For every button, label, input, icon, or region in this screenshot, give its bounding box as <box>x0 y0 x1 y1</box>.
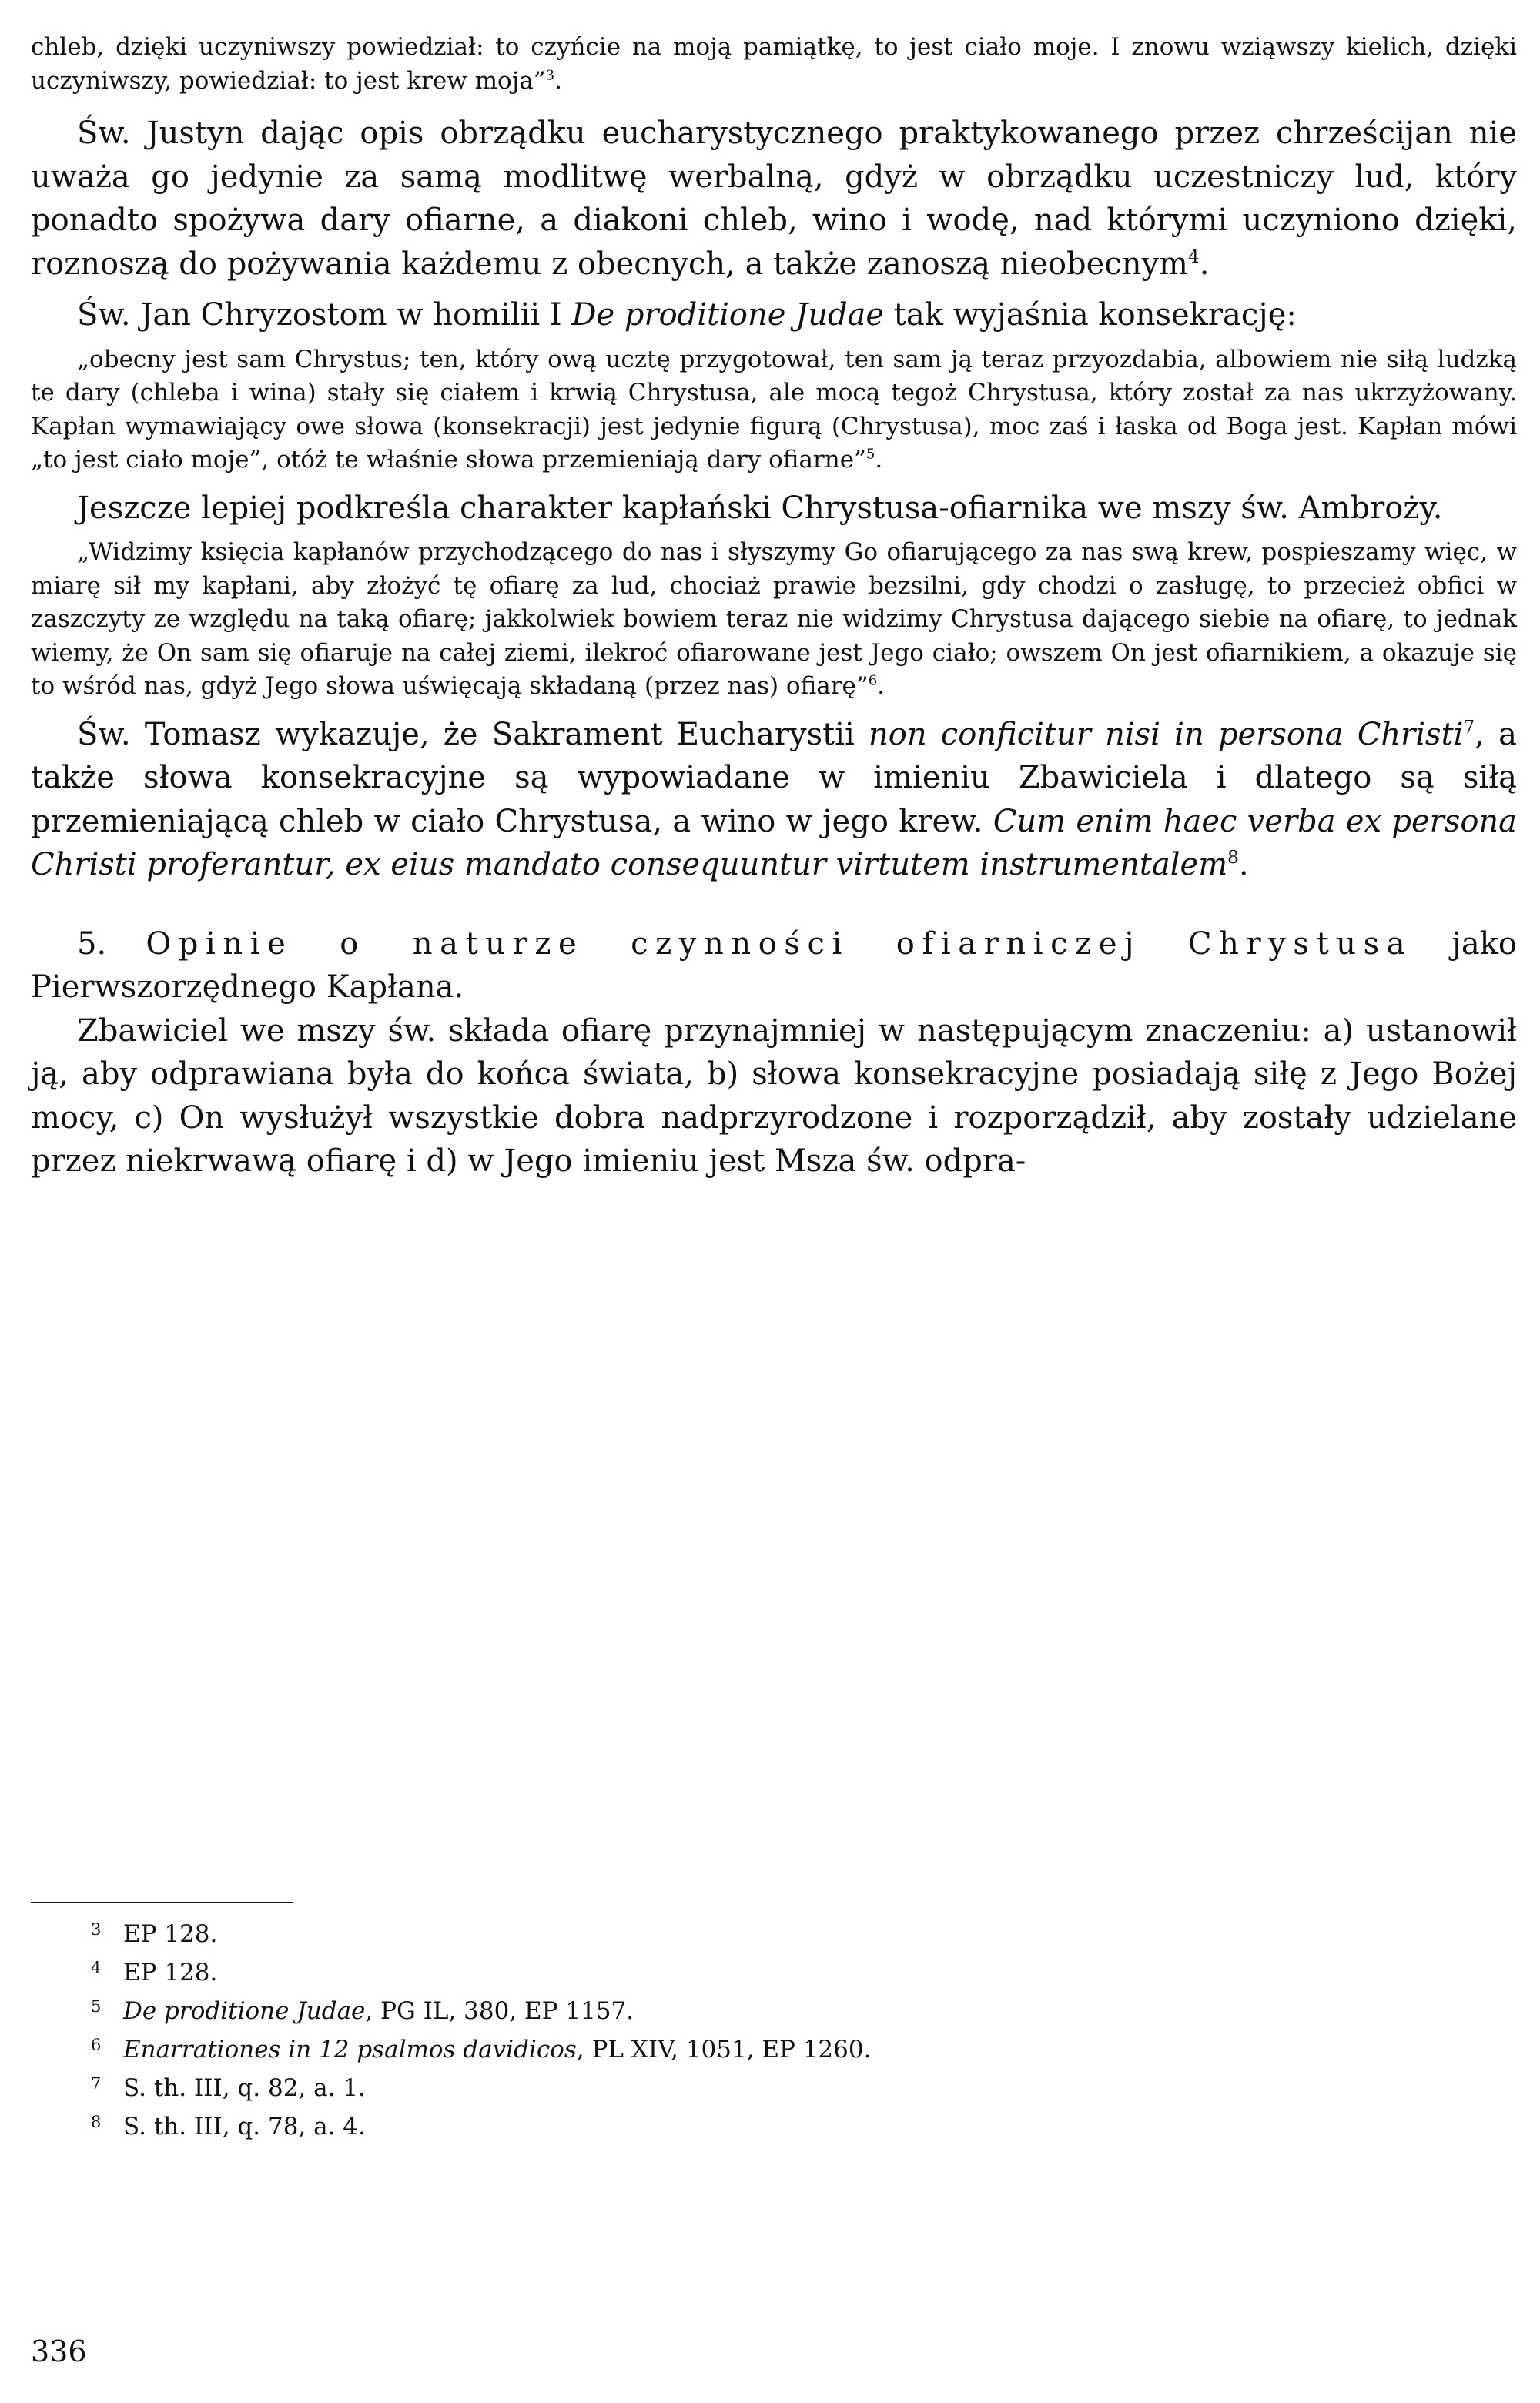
book-page <box>31 31 1517 2371</box>
footnote-number: 5 <box>91 1997 102 2016</box>
latin-phrase: non conficitur nisi in persona Christi <box>868 716 1464 752</box>
footnote-text: S. th. III, q. 82, a. 1. <box>123 2074 366 2102</box>
paragraph-zbawiciel <box>31 1009 1517 1183</box>
paragraph-text: Zbawiciel we mszy św. składa ofiarę przynajmniej w następującym znaczeniu: a) ustanowił ją, aby odprawiana była do końca świata, b) słowa konsekracyjne posiadają siłę z Jego Bożej mocy, c) On wysłużył wszystkie dobra nadprzyrodzone i rozporządził, aby zostały udzielane przez niekrwawą ofiarę i d) w Jego imieniu jest Msza św. odpra- <box>31 1012 1517 1179</box>
punctuation: . <box>877 672 886 700</box>
footnote-6 <box>91 2034 872 2065</box>
section-heading <box>31 922 1517 1009</box>
paragraph-text: tak wyjaśnia konsekrację: <box>884 297 1297 333</box>
punctuation: . <box>1199 246 1210 282</box>
quote-chryzostom <box>31 343 1517 477</box>
quote-ambrozy <box>31 536 1517 704</box>
paragraph-text: Św. Jan Chryzostom w homilii I <box>77 297 572 333</box>
footnote-work-title: De proditione Judae <box>123 1997 366 2025</box>
footnote-ref[interactable]: 8 <box>1227 846 1239 868</box>
footnote-8 <box>91 2111 366 2142</box>
paragraph-text: Św. Justyn dając opis obrządku eucharystycznego praktykowanego przez chrześcijan nie uważa go jedynie za samą modlitwę werbalną, gdyż w obrządku uczestniczy lud, który ponadto spożywa dary ofiarne, a diakoni chleb, wino i wodę, nad którymi uczyniono dzięki, roznoszą do pożywania każdemu z obecnych, a także zanoszą nieobecnym <box>31 115 1517 282</box>
body-text <box>31 31 1517 1183</box>
paragraph-text: Jeszcze lepiej podkreśla charakter kapłański Chrystusa-ofiarnika we mszy św. Ambroży. <box>77 490 1443 526</box>
footnote-ref[interactable]: 3 <box>545 66 555 83</box>
page-number: 336 <box>31 2334 87 2368</box>
quote-text: „Widzimy księcia kapłanów przychodzącego do nas i słyszymy Go ofiarującego za nas swą krew, pospieszamy więc, w miarę sił my kapłani, aby złożyć tę ofiarę za lud, chociaż prawie bezsilni, gdy chodzi o zasługę, to przecież obfici w zaszczyty ze względu na taką ofiarę; jakkolwiek bowiem teraz nie widzimy Chrystusa dającego siebie na ofiarę, to jednak wiemy, że On sam się ofiaruje na całej ziemi, ilekroć ofiarowane jest Jego ciało; owszem On jest ofiarnikiem, a okazuje się to wśród nas, gdyż Jego słowa uświęcają składaną (przez nas) ofiarę” <box>31 538 1517 700</box>
punctuation: . <box>1238 847 1249 882</box>
footnote-number: 8 <box>91 2113 102 2131</box>
footnote-3 <box>91 1919 218 1950</box>
paragraph-tomasz <box>31 713 1517 887</box>
footnote-text: , PG IL, 380, EP 1157. <box>365 1997 634 2025</box>
punctuation: . <box>875 446 883 474</box>
footnote-4 <box>91 1957 218 1988</box>
work-title: De proditione Judae <box>571 297 885 333</box>
paragraph-text: chleb, dzięki uczyniwszy powiedział: to czyńcie na moją pamiątkę, to jest ciało moje. I znowu wziąwszy kielich, dzięki uczyniwszy, powiedział: to jest krew moja” <box>31 33 1517 95</box>
paragraph-text: Św. Tomasz wykazuje, że Sakrament Eucharystii <box>77 716 869 752</box>
section-title: jako Pierwszorzędnego Kapłana. <box>31 925 1517 1005</box>
footnote-ref[interactable]: 6 <box>868 672 878 689</box>
paragraph-justyn <box>31 112 1517 286</box>
footnote-ref[interactable]: 7 <box>1463 716 1475 738</box>
footnote-text: EP 128. <box>123 1959 218 1986</box>
footnote-ref[interactable]: 5 <box>865 446 875 463</box>
paragraph-ambrozy <box>31 487 1517 530</box>
footnote-7 <box>91 2073 366 2103</box>
footnote-divider <box>31 1902 293 1903</box>
footnote-number: 4 <box>91 1959 102 1977</box>
footnote-number: 7 <box>91 2074 102 2093</box>
footnote-text: S. th. III, q. 78, a. 4. <box>123 2113 366 2140</box>
punctuation: . <box>554 66 562 95</box>
footnote-5 <box>91 1996 634 2026</box>
paragraph-chryzostom <box>31 293 1517 337</box>
footnote-number: 6 <box>91 2036 102 2054</box>
footnote-number: 3 <box>91 1920 102 1939</box>
section-number: 5. <box>77 925 146 962</box>
paragraph-text: , a także słowa konsekracyjne są wypowiadane w imieniu Zbawiciela i dlatego są siłą przemieniającą chleb w ciało Chrystusa, a wino w jego krew. <box>31 716 1517 839</box>
latin-quote: Cum enim haec verba ex persona Christi proferantur, ex eius mandato consequuntur virtutem instrumentalem <box>31 803 1518 882</box>
footnote-text: EP 128. <box>123 1920 218 1948</box>
footnote-ref[interactable]: 4 <box>1188 246 1200 267</box>
section-title-spaced: Opinie o naturze czynności ofiarniczej Chrystusa <box>146 925 1413 962</box>
footnote-work-title: Enarrationes in 12 psalmos davidicos <box>123 2036 577 2063</box>
paragraph-continuation <box>31 31 1517 98</box>
footnote-text: , PL XIV, 1051, EP 1260. <box>576 2036 872 2063</box>
quote-text: „obecny jest sam Chrystus; ten, który ową ucztę przygotował, ten sam ją teraz przyozdabia, albowiem nie siłą ludzką te dary (chleba i wina) stały się ciałem i krwią Chrystusa, ale mocą tegoż Chrystusa, który został za nas ukrzyżowany. Kapłan wymawiający owe słowa (konsekracji) jest jedynie figurą (Chrystusa), moc zaś i łaska od Boga jest. Kapłan mówi „to jest ciało moje”, otóż te właśnie słowa przemieniają dary ofiarne” <box>31 345 1517 474</box>
